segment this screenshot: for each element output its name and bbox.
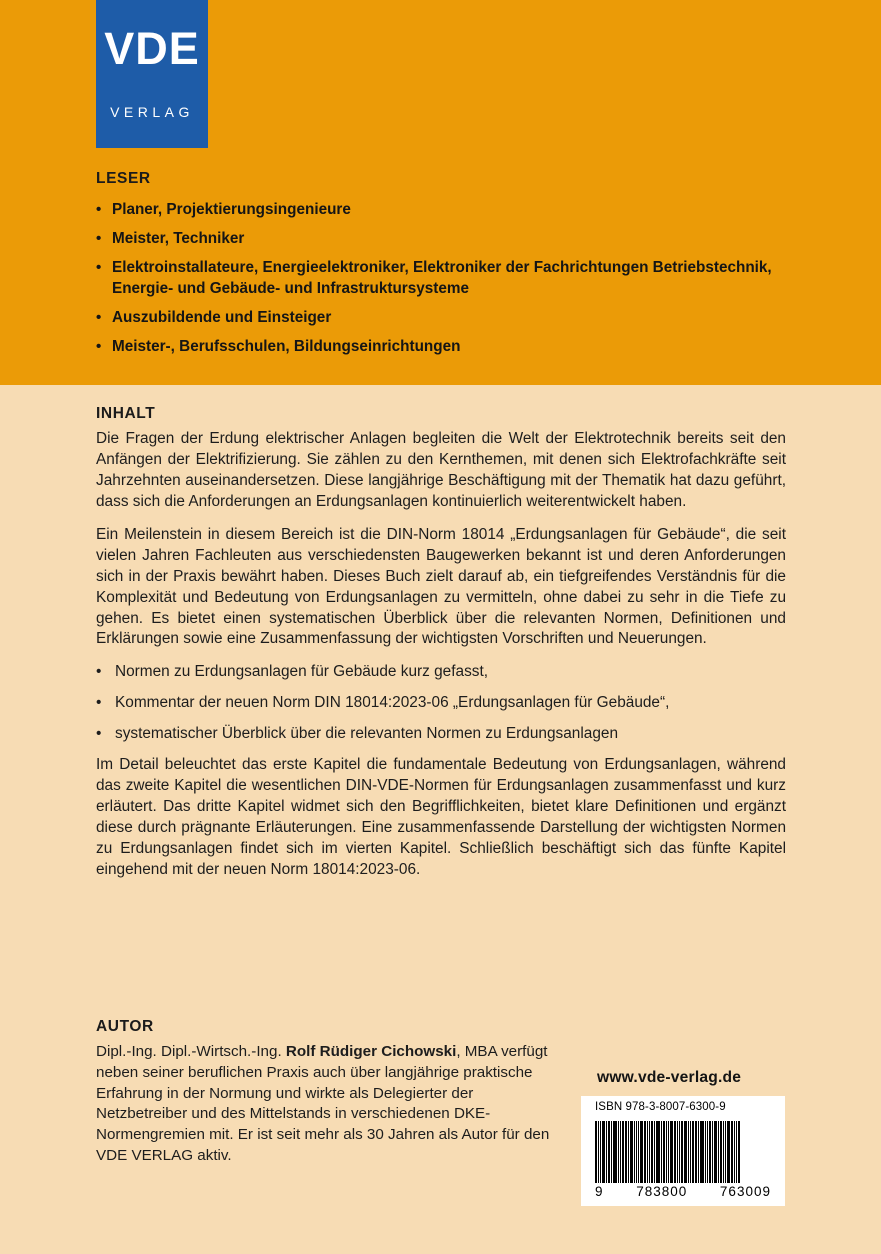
author-bio: [96, 1042, 566, 1167]
author-prefix: Dipl.-Ing. Dipl.-Wirtsch.-Ing.: [96, 1043, 286, 1060]
isbn-label: ISBN 978-3-8007-6300-9: [595, 1101, 726, 1113]
content-bullet: [96, 724, 786, 745]
content-paragraph: Die Fragen der Erdung elektrischer Anlagen begleiten die Welt der Elektrotechnik bereits seit den Anfängen der Elektrifizierung. Sie zählen zu den Kernthemen, mit denen sich Elektrofachkräfte seit Jahrzehnten auseinandersetzen. Diese langjährige Beschäftigung mit der Thematik hat dazu geführt, dass sich die Anforderungen an Erdungsanlagen kontinuierlich weiterentwickelt haben.: [96, 430, 786, 510]
bullet-icon: •: [96, 201, 102, 218]
author-bio-rest: , MBA verfügt neben seiner beruflichen Praxis auch über langjährige praktische Erfahrung in der Normung und wirkte als Delegierter der Netzbetreiber und des Mittelstands in verschiedenen DKE-Normengremien mit. Er ist seit mehr als 30 Jahren als Autor für den VDE VERLAG aktiv.: [96, 1043, 550, 1165]
barcode-bars: [595, 1121, 771, 1183]
content-heading: INHALT: [96, 405, 156, 422]
author-section: [96, 1018, 566, 1167]
list-item: [96, 337, 796, 357]
list-item: [96, 258, 796, 298]
content-bullet-label: systematischer Überblick über die relevanten Normen zu Erdungsanlagen: [115, 725, 619, 743]
reader-heading: LESER: [96, 170, 151, 187]
bullet-icon: •: [96, 337, 102, 355]
barcode-digits: [595, 1184, 771, 1199]
content-paragraph: Ein Meilenstein in diesem Bereich ist die DIN-Norm 18014 „Erdungsanlagen für Gebäude“, die seit vielen Jahren Fachleuten aus verschiedensten Baugewerken bekannt ist und deren Anforderungen sich in der Praxis bewährt haben. Dieses Buch zielt darauf ab, ein tiefgreifendes Verständnis für die Komplexität und Bedeutung von Erdungsanlagen zu vermitteln, ohne dabei zu sehr in die Tiefe zu gehen. Es bietet einen systematischen Überblick über die relevanten Normen, Definitionen und Erklärungen sowie eine Zusammenfassung der wichtigsten Vorschriften und Neuerungen.: [96, 525, 786, 648]
bullet-icon: •: [96, 259, 102, 277]
content-section: [96, 405, 786, 892]
website-url[interactable]: www.vde-verlag.de: [597, 1069, 742, 1086]
barcode-digit-group-right: 763009: [719, 1184, 771, 1199]
bullet-icon: •: [96, 725, 102, 743]
list-item-label: Planer, Projektierungsingenieure: [112, 201, 351, 218]
logo-wordmark: VDE: [104, 23, 200, 74]
barcode-digit-group-left: 9: [595, 1184, 604, 1199]
list-item-label: Meister, Techniker: [112, 230, 245, 248]
list-item: [96, 200, 796, 220]
barcode-panel: [581, 1096, 785, 1206]
list-item: [96, 229, 796, 249]
reader-list: [96, 200, 796, 357]
list-item-label: Auszubildende und Einsteiger: [112, 308, 332, 326]
list-item: [96, 308, 796, 328]
bullet-icon: •: [96, 308, 102, 326]
barcode-digit-group-mid: 783800: [636, 1184, 688, 1199]
author-heading: AUTOR: [96, 1018, 154, 1035]
content-bullet: [96, 693, 786, 714]
content-bullet-label: Normen zu Erdungsanlagen für Gebäude kurz gefasst,: [115, 663, 489, 681]
bullet-icon: •: [96, 663, 102, 681]
bullet-icon: •: [96, 694, 102, 712]
content-bullet-label: Kommentar der neuen Norm DIN 18014:2023-06 „Erdungsanlagen für Gebäude“,: [115, 694, 670, 712]
bullet-icon: •: [96, 230, 102, 248]
list-item-label: Elektroinstallateure, Energieelektroniker, Elektroniker der Fachrichtungen Betriebstechnik, Energie- und Gebäude- und Infrastruktursysteme: [112, 259, 772, 297]
content-bullet: [96, 662, 786, 683]
vde-verlag-logo: [96, 0, 208, 148]
reader-section: [96, 170, 796, 366]
list-item-label: Meister-, Berufsschulen, Bildungseinrichtungen: [112, 337, 461, 355]
logo-subtitle: VERLAG: [110, 104, 194, 120]
content-closing-paragraph: Im Detail beleuchtet das erste Kapitel die fundamentale Bedeutung von Erdungsanlagen, während das zweite Kapitel die wesentlichen DIN-VDE-Normen für Erdungsanlagen zusammenfasst und kurz erläutert. Das dritte Kapitel widmet sich den Begrifflichkeiten, bietet klare Definitionen und ergänzt diese durch prägnante Erläuterungen. Eine zusammenfassende Darstellung der wichtigsten Normen zu Erdungsanlagen findet sich im vierten Kapitel. Schließlich beschäftigt sich das fünfte Kapitel eingehend mit der neuen Norm 18014:2023-06.: [96, 756, 786, 878]
author-name: Rolf Rüdiger Cichowski: [285, 1043, 457, 1060]
